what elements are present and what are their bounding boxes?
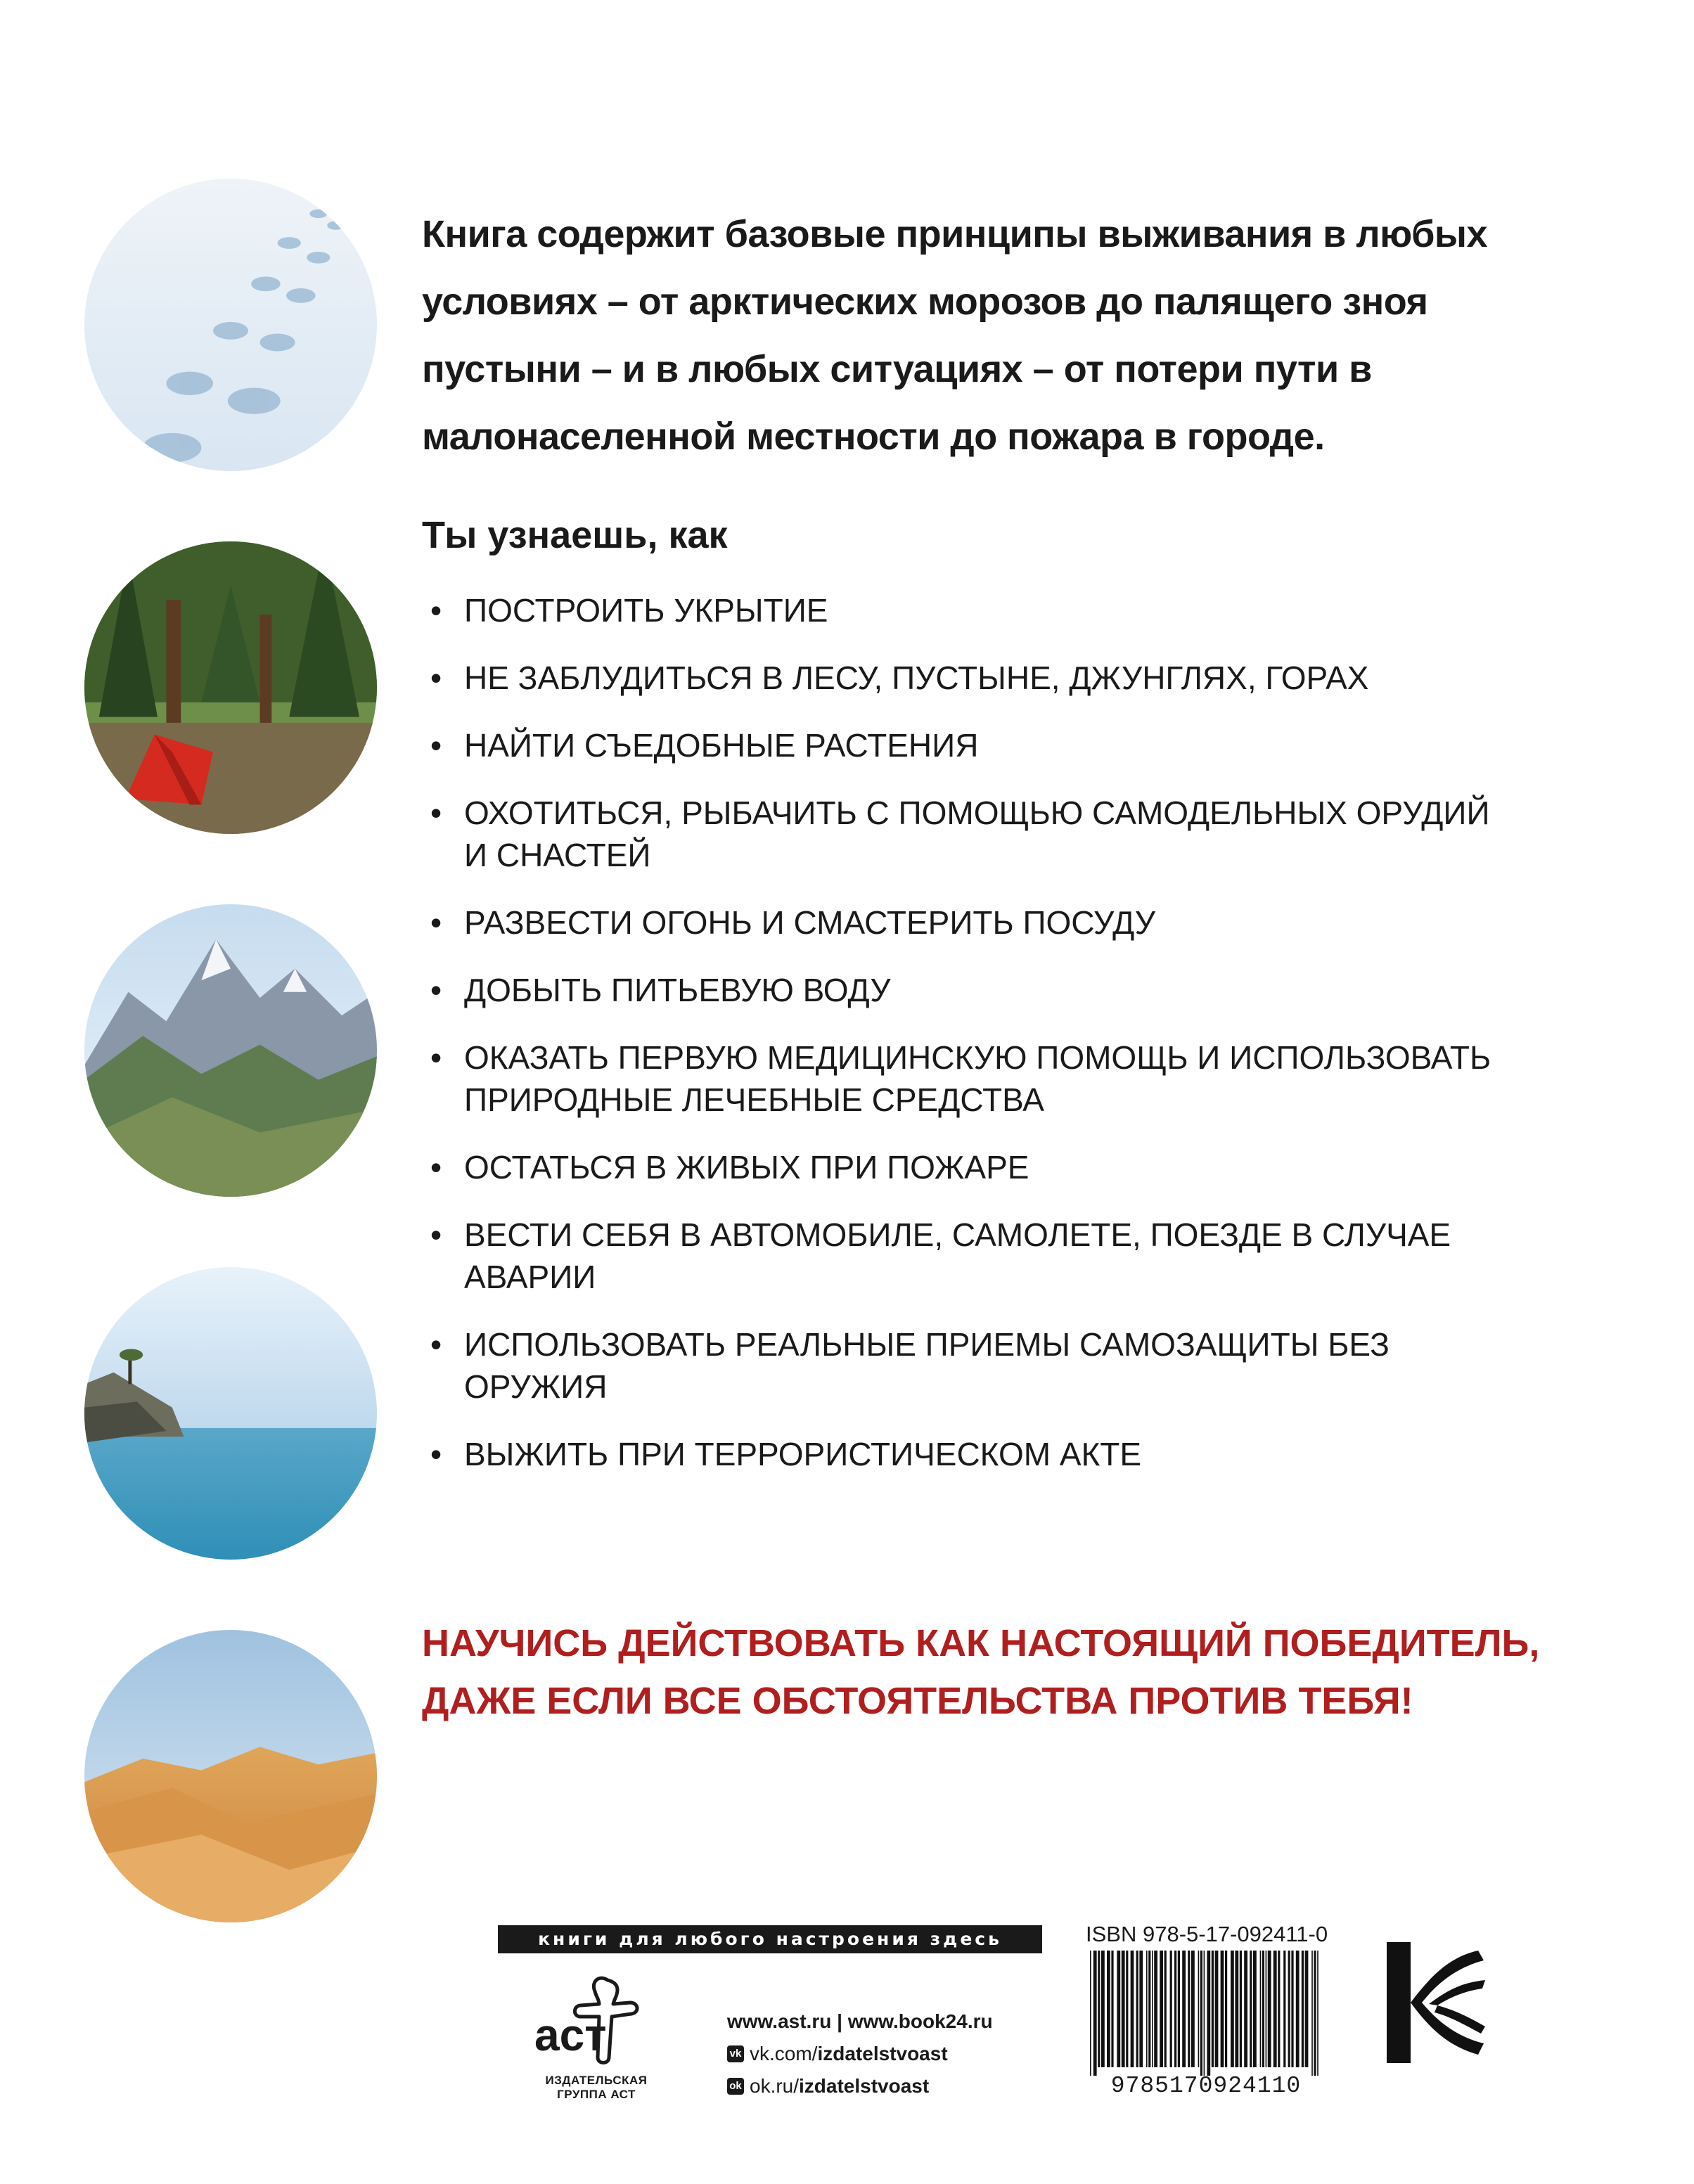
barcode-bar (1278, 1951, 1280, 2067)
barcode-bar (1260, 1951, 1262, 2067)
barcode-bar (1273, 1951, 1277, 2067)
barcode-bar (1253, 1951, 1257, 2067)
barcode-bar (1204, 1951, 1205, 2076)
isbn: ISBN 978-5-17-092411-0 (1086, 1922, 1328, 1946)
bullet-icon: • (430, 727, 442, 764)
barcode-bar (1131, 1951, 1134, 2067)
slogan: НАУЧИСЬ ДЕЙСТВОВАТЬ КАК НАСТОЯЩИЙ ПОБЕДИТЕЛЬ, ДАЖЕ ЕСЛИ ВСЕ ОБСТОЯТЕЛЬСТВА ПРОТИВ ТЕБЯ! (422, 1622, 1540, 1722)
barcode-digits: 9785170924110 (1110, 2073, 1302, 2099)
barcode-bar (1136, 1951, 1138, 2067)
barcode-bar (1146, 1951, 1148, 2067)
mountains-photo (84, 904, 377, 1197)
snow-footprints-photo (84, 179, 377, 471)
skill-item: • ОКАЗАТЬ ПЕРВУЮ МЕДИЦИНСКУЮ ПОМОЩЬ И ИСПОЛЬЗОВАТЬ ПРИРОДНЫЕ ЛЕЧЕБНЫЕ СРЕДСТВА (422, 1036, 1519, 1121)
barcode-bar (1221, 1951, 1224, 2067)
barcode-bar (1200, 1951, 1202, 2076)
barcode-bar (1268, 1951, 1271, 2067)
skill-item: • ОСТАТЬСЯ В ЖИВЫХ ПРИ ПОЖАРЕ (422, 1146, 1519, 1188)
publisher-logo-text: аст (534, 2010, 607, 2060)
barcode-bar (1288, 1951, 1290, 2067)
barcode-bar (1311, 1951, 1313, 2076)
publisher-logo (529, 1974, 655, 2066)
barcode-bar (1317, 1951, 1318, 2076)
barcode-bar (1291, 1951, 1293, 2067)
bullet-icon: • (430, 1149, 442, 1186)
vk-link[interactable]: vk vk.com/ izdatelstvoast (727, 2038, 993, 2070)
bullet-icon: • (430, 660, 442, 696)
barcode-bar (1174, 1951, 1176, 2067)
barcode-bar (1207, 1951, 1210, 2076)
barcode-bar (1160, 1951, 1163, 2067)
barcode-bar (1182, 1951, 1186, 2067)
barcode-bar (1093, 1951, 1097, 2076)
skill-item: • НАЙТИ СЪЕДОБНЫЕ РАСТЕНИЯ (422, 724, 1519, 766)
ok-icon: ok (727, 2078, 744, 2095)
barcode-bar (1244, 1951, 1247, 2067)
barcode-bar (1235, 1951, 1238, 2067)
barcode-bar (1240, 1951, 1242, 2067)
barcode-bar (1191, 1951, 1195, 2067)
bullet-icon: • (430, 1436, 442, 1472)
barcode-bar (1178, 1951, 1180, 2067)
barcode-bar (1139, 1951, 1143, 2067)
barcode-bar (1266, 1951, 1267, 2067)
barcode-bar (1283, 1951, 1285, 2067)
bullet-icon: • (430, 972, 442, 1008)
bullet-icon: • (430, 592, 442, 629)
barcode-bar (1154, 1951, 1157, 2067)
barcode-bar (1170, 1951, 1172, 2067)
bullet-icon: • (430, 904, 442, 941)
barcode-bar (1111, 1951, 1113, 2067)
forest-tent-photo (84, 541, 377, 834)
publisher-links (727, 2005, 993, 2102)
skill-item: • НЕ ЗАБЛУДИТЬСЯ В ЛЕСУ, ПУСТЫНЕ, ДЖУНГЛЯХ, ГОРАХ (422, 657, 1519, 699)
desert-dunes-photo (84, 1630, 377, 1922)
barcode-bar (1107, 1951, 1110, 2067)
barcode-bar (1250, 1951, 1252, 2067)
skill-item: • ИСПОЛЬЗОВАТЬ РЕАЛЬНЫЕ ПРИЕМЫ САМОЗАЩИТЫ БЕЗ ОРУЖИЯ (422, 1323, 1519, 1408)
learn-heading: Ты узнаешь, как (422, 514, 728, 556)
barcode-bar (1198, 1951, 1200, 2067)
skill-item: • ВЫЖИТЬ ПРИ ТЕРРОРИСТИЧЕСКОМ АКТЕ (422, 1433, 1519, 1475)
barcode-bar (1225, 1951, 1227, 2067)
tagline-bar: книги для любого настроения здесь (498, 1925, 1042, 1953)
barcode-bar (1188, 1951, 1190, 2067)
barcode (1086, 1951, 1322, 2076)
skill-item: • ВЕСТИ СЕБЯ В АВТОМОБИЛЕ, САМОЛЕТЕ, ПОЕЗДЕ В СЛУЧАЕ АВАРИИ (422, 1214, 1519, 1298)
barcode-bar (1302, 1951, 1304, 2067)
vk-icon: vk (727, 2045, 744, 2062)
imprint-k-logo (1380, 1936, 1492, 2069)
barcode-bar (1305, 1951, 1309, 2067)
barcode-bar (1262, 1951, 1264, 2067)
bullet-icon: • (430, 1216, 442, 1253)
barcode-bar (1090, 1951, 1091, 2076)
skill-item: • ПОСТРОИТЬ УКРЫТИЕ (422, 589, 1519, 631)
barcode-bar (1126, 1951, 1128, 2067)
barcode-bar (1231, 1951, 1234, 2067)
barcode-bar (1212, 1951, 1214, 2067)
barcode-bar (1098, 1951, 1100, 2067)
skills-list (422, 589, 1519, 1501)
bullet-icon: • (430, 1326, 442, 1363)
barcode-bar (1164, 1951, 1167, 2067)
barcode-bar (1296, 1951, 1300, 2067)
skill-item: • ДОБЫТЬ ПИТЬЕВУЮ ВОДУ (422, 969, 1519, 1011)
barcode-bar (1117, 1951, 1120, 2067)
websites-link[interactable]: www.ast.ru | www.book24.ru (727, 2010, 993, 2032)
barcode-bar (1215, 1951, 1219, 2067)
skill-item: • ОХОТИТЬСЯ, РЫБАЧИТЬ С ПОМОЩЬЮ САМОДЕЛЬНЫХ ОРУДИЙ И СНАСТЕЙ (422, 792, 1519, 876)
intro-paragraph: Книга содержит базовые принципы выживания в любых условиях – от арктических морозов до палящего зноя пустыни – и в любых ситуациях – от потери пути в малонаселенной местности до пожара в городе. (422, 213, 1488, 458)
ok-link[interactable]: ok ok.ru/ izdatelstvoast (727, 2070, 993, 2102)
publisher-name: ИЗДАТЕЛЬСКАЯ ГРУППА АСТ (545, 2074, 648, 2101)
barcode-bar (1314, 1951, 1316, 2076)
barcode-bar (1101, 1951, 1105, 2067)
bullet-icon: • (430, 795, 442, 831)
barcode-bar (1152, 1951, 1153, 2067)
barcode-bar (1148, 1951, 1150, 2067)
skill-item: • РАЗВЕСТИ ОГОНЬ И СМАСТЕРИТЬ ПОСУДУ (422, 901, 1519, 944)
bullet-icon: • (430, 1039, 442, 1076)
barcode-bar (1122, 1951, 1125, 2067)
sea-coast-photo (84, 1267, 377, 1560)
